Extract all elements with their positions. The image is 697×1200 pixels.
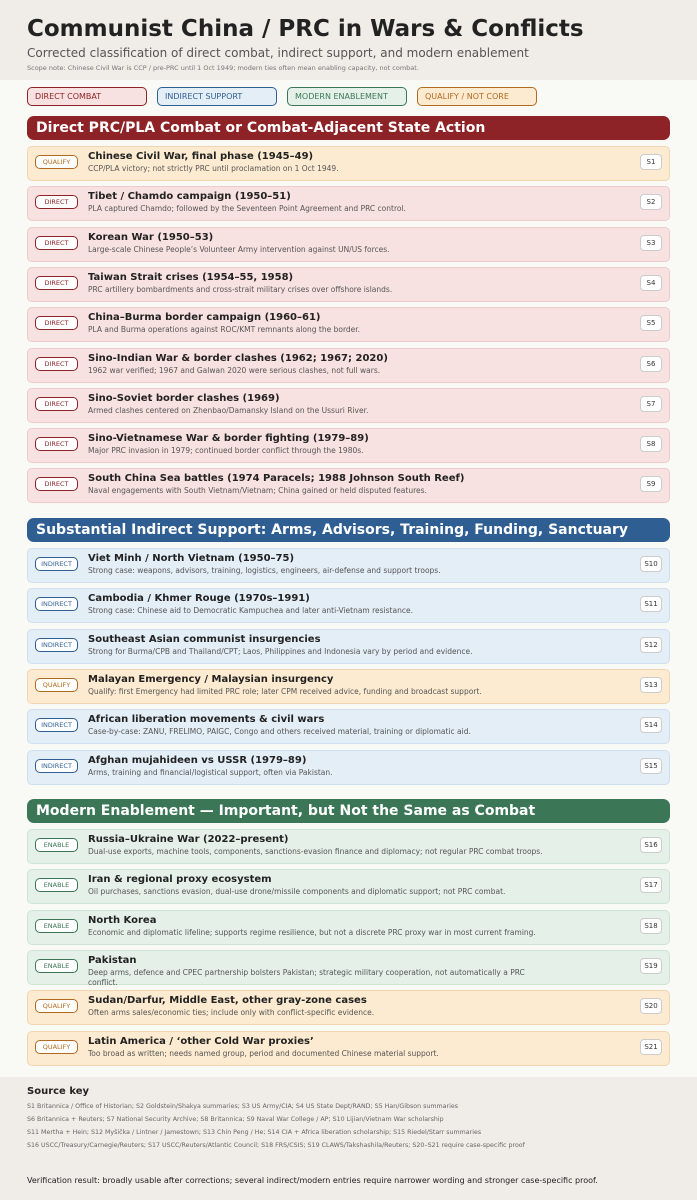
legend-indirect: INDIRECT SUPPORT [157, 87, 277, 106]
classification-badge: INDIRECT [35, 597, 78, 611]
conflict-row [27, 1031, 670, 1066]
header [0, 0, 697, 80]
legend-direct: DIRECT COMBAT [27, 87, 147, 106]
source-tag: S15 [640, 758, 662, 774]
conflict-description: Case-by-case: ZANU, FRELIMO, PAIGC, Congo and others received material, training or diplomatic aid. [88, 727, 471, 737]
conflict-title: China–Burma border campaign (1960–61) [88, 312, 321, 324]
section-direct [27, 116, 670, 496]
source-tag: S7 [640, 396, 662, 412]
source-key [0, 1077, 697, 1200]
conflict-title: Cambodia / Khmer Rouge (1970s–1991) [88, 593, 310, 605]
classification-badge: ENABLE [35, 838, 78, 852]
conflict-description: Large-scale Chinese People’s Volunteer Army intervention against UN/US forces. [88, 244, 390, 254]
source-tag: S13 [640, 677, 662, 693]
source-tag: S5 [640, 315, 662, 331]
classification-badge: DIRECT [35, 195, 78, 209]
conflict-description: Oil purchases, sanctions evasion, dual-use drone/missile components and diplomatic support; not PRC combat. [88, 887, 506, 897]
source-tag: S14 [640, 717, 662, 733]
conflict-description: Arms, training and financial/logistical support, often via Pakistan. [88, 767, 333, 777]
conflict-description: PRC artillery bombardments and cross-strait military crises over offshore islands. [88, 284, 393, 294]
classification-badge: QUALIFY [35, 1040, 78, 1054]
scope-note: Scope note: Chinese Civil War is CCP / pre-PRC until 1 Oct 1949; modern ties often mean enabling capacity, not combat. [27, 64, 419, 72]
conflict-description: Economic and diplomatic lifeline; supports regime resilience, but not a discrete PRC proxy war in most current framing. [88, 927, 536, 937]
conflict-title: Southeast Asian communist insurgencies [88, 633, 321, 645]
classification-badge: DIRECT [35, 357, 78, 371]
conflict-title: North Korea [88, 914, 157, 926]
conflict-row [27, 588, 670, 623]
source-key-title: Source key [27, 1086, 89, 1097]
conflict-title: African liberation movements & civil wars [88, 714, 325, 726]
conflict-description: CCP/PLA victory; not strictly PRC until proclamation on 1 Oct 1949. [88, 164, 339, 173]
source-tag: S17 [640, 877, 662, 893]
source-tag: S8 [640, 436, 662, 452]
conflict-row [27, 307, 670, 342]
conflict-title: Malayan Emergency / Malaysian insurgency [88, 673, 334, 685]
classification-badge: INDIRECT [35, 759, 78, 773]
source-tag: S16 [640, 837, 662, 853]
conflict-title: Sino-Vietnamese War & border fighting (1979–89) [88, 433, 369, 445]
conflict-row [27, 990, 670, 1025]
source-tag: S6 [640, 356, 662, 372]
conflict-title: Viet Minh / North Vietnam (1950–75) [88, 553, 295, 564]
conflict-description: Qualify: first Emergency had limited PRC role; later CPM received advice, funding and broadcast support. [88, 686, 482, 696]
conflict-row [27, 146, 670, 181]
conflict-description: Strong for Burma/CPB and Thailand/CPT; Laos, Philippines and Indonesia vary by period and evidence. [88, 646, 473, 656]
conflict-row [27, 468, 670, 503]
source-tag: S4 [640, 275, 662, 291]
conflict-title: Sino-Soviet border clashes (1969) [88, 392, 280, 404]
conflict-row [27, 829, 670, 864]
classification-badge: DIRECT [35, 477, 78, 491]
classification-badge: DIRECT [35, 316, 78, 330]
source-tag: S9 [640, 476, 662, 492]
conflict-row [27, 548, 670, 583]
classification-badge: DIRECT [35, 437, 78, 451]
conflict-description: Too broad as written; needs named group, period and documented Chinese material support. [88, 1048, 439, 1058]
classification-badge: QUALIFY [35, 678, 78, 692]
section-indirect [27, 518, 670, 777]
conflict-row [27, 869, 670, 904]
conflict-row [27, 629, 670, 664]
section-enablement [27, 799, 670, 1058]
conflict-title: Sino-Indian War & border clashes (1962; 1967; 2020) [88, 352, 388, 364]
conflict-description: PLA captured Chamdo; followed by the Seventeen Point Agreement and PRC control. [88, 204, 406, 214]
classification-badge: ENABLE [35, 919, 78, 933]
source-line: S16 USCC/Treasury/Carnegie/Reuters; S17 USCC/Reuters/Atlantic Council; S18 FRS/CSIS; S19 CLAWS/Takshashila/Reuters; S20–S21 require case-specific proof [27, 1142, 525, 1149]
section-title: Substantial Indirect Support: Arms, Advisors, Training, Funding, Sanctuary [27, 518, 670, 542]
source-tag: S20 [640, 998, 662, 1014]
conflict-row [27, 348, 670, 383]
source-tag: S11 [640, 596, 662, 612]
source-line: S1 Britannica / Office of Historian; S2 Goldstein/Shakya summaries; S3 US Army/CIA; S4 US State Dept/RAND; S5 Han/Gibson summaries [27, 1103, 458, 1110]
classification-badge: ENABLE [35, 959, 78, 973]
conflict-description: Dual-use exports, machine tools, components, sanctions-evasion finance and diplomacy; not regular PRC combat troops. [88, 847, 543, 856]
conflict-row [27, 388, 670, 423]
conflict-row [27, 910, 670, 945]
conflict-title: Chinese Civil War, final phase (1945–49) [88, 151, 314, 162]
classification-badge: DIRECT [35, 397, 78, 411]
classification-badge: INDIRECT [35, 718, 78, 732]
classification-badge: QUALIFY [35, 155, 78, 169]
source-line: S6 Britannica + Reuters; S7 National Security Archive; S8 Britannica; S9 Naval War College / AP; S10 Lijian/Vietnam War scholarship [27, 1116, 444, 1123]
conflict-description: Major PRC invasion in 1979; continued border conflict through the 1980s. [88, 446, 364, 456]
conflict-description: Armed clashes centered on Zhenbao/Damansky Island on the Ussuri River. [88, 405, 369, 415]
conflict-row [27, 267, 670, 302]
classification-badge: QUALIFY [35, 999, 78, 1013]
conflict-row [27, 669, 670, 704]
conflict-row [27, 428, 670, 463]
source-tag: S18 [640, 918, 662, 934]
classification-badge: DIRECT [35, 236, 78, 250]
classification-badge: ENABLE [35, 878, 78, 892]
source-line: S11 Mertha + Hein; S12 Myšička / Lintner / Jamestown; S13 Chin Peng / He; S14 CIA + Africa liberation scholarship; S15 Riedel/Starr summaries [27, 1129, 482, 1136]
classification-badge: INDIRECT [35, 557, 78, 571]
source-tag: S3 [640, 235, 662, 251]
conflict-title: Pakistan [88, 954, 137, 966]
legend-enable: MODERN ENABLEMENT [287, 87, 407, 106]
conflict-description: Strong case: weapons, advisors, training, logistics, engineers, air-defense and support troops. [88, 566, 441, 575]
source-tag: S1 [640, 154, 662, 170]
section-title: Direct PRC/PLA Combat or Combat-Adjacent State Action [27, 116, 670, 140]
conflict-row [27, 227, 670, 262]
conflict-title: Russia–Ukraine War (2022–present) [88, 834, 289, 845]
conflict-description: 1962 war verified; 1967 and Galwan 2020 were serious clashes, not full wars. [88, 365, 381, 375]
page-subtitle: Corrected classification of direct combat, indirect support, and modern enablement [27, 46, 529, 60]
legend [27, 87, 537, 106]
conflict-title: South China Sea battles (1974 Paracels; 1988 Johnson South Reef) [88, 473, 465, 485]
source-tag: S19 [640, 958, 662, 974]
classification-badge: DIRECT [35, 276, 78, 290]
conflict-description: Naval engagements with South Vietnam/Vietnam; China gained or held disputed features. [88, 486, 427, 496]
conflict-row [27, 950, 670, 985]
source-tag: S10 [640, 556, 662, 572]
conflict-title: Taiwan Strait crises (1954–55, 1958) [88, 271, 294, 283]
conflict-description: Often arms sales/economic ties; include only with conflict-specific evidence. [88, 1008, 375, 1018]
source-tag: S2 [640, 194, 662, 210]
section-title: Modern Enablement — Important, but Not the Same as Combat [27, 799, 670, 823]
conflict-row [27, 709, 670, 744]
page-title: Communist China / PRC in Wars & Conflicts [27, 16, 584, 42]
source-tag: S12 [640, 637, 662, 653]
legend-qualify: QUALIFY / NOT CORE [417, 87, 537, 106]
classification-badge: INDIRECT [35, 638, 78, 652]
conflict-row [27, 750, 670, 785]
verification-result: Verification result: broadly usable after corrections; several indirect/modern entries require narrower wording and stronger case-specific proof. [27, 1176, 598, 1185]
conflict-title: Iran & regional proxy ecosystem [88, 874, 272, 886]
conflict-description: PLA and Burma operations against ROC/KMT remnants along the border. [88, 325, 361, 335]
conflict-title: Afghan mujahideen vs USSR (1979–89) [88, 754, 307, 766]
conflict-description: Deep arms, defence and CPEC partnership bolsters Pakistan; strategic military cooperation, not automatically a PRC conflict. [88, 967, 525, 987]
conflict-title: Tibet / Chamdo campaign (1950–51) [88, 191, 291, 203]
conflict-title: Korean War (1950–53) [88, 231, 214, 243]
conflict-description: Strong case: Chinese aid to Democratic Kampuchea and later anti-Vietnam resistance. [88, 606, 413, 616]
conflict-title: Latin America / ‘other Cold War proxies’ [88, 1035, 314, 1047]
source-tag: S21 [640, 1039, 662, 1055]
conflict-row [27, 186, 670, 221]
conflict-title: Sudan/Darfur, Middle East, other gray-zone cases [88, 995, 367, 1007]
